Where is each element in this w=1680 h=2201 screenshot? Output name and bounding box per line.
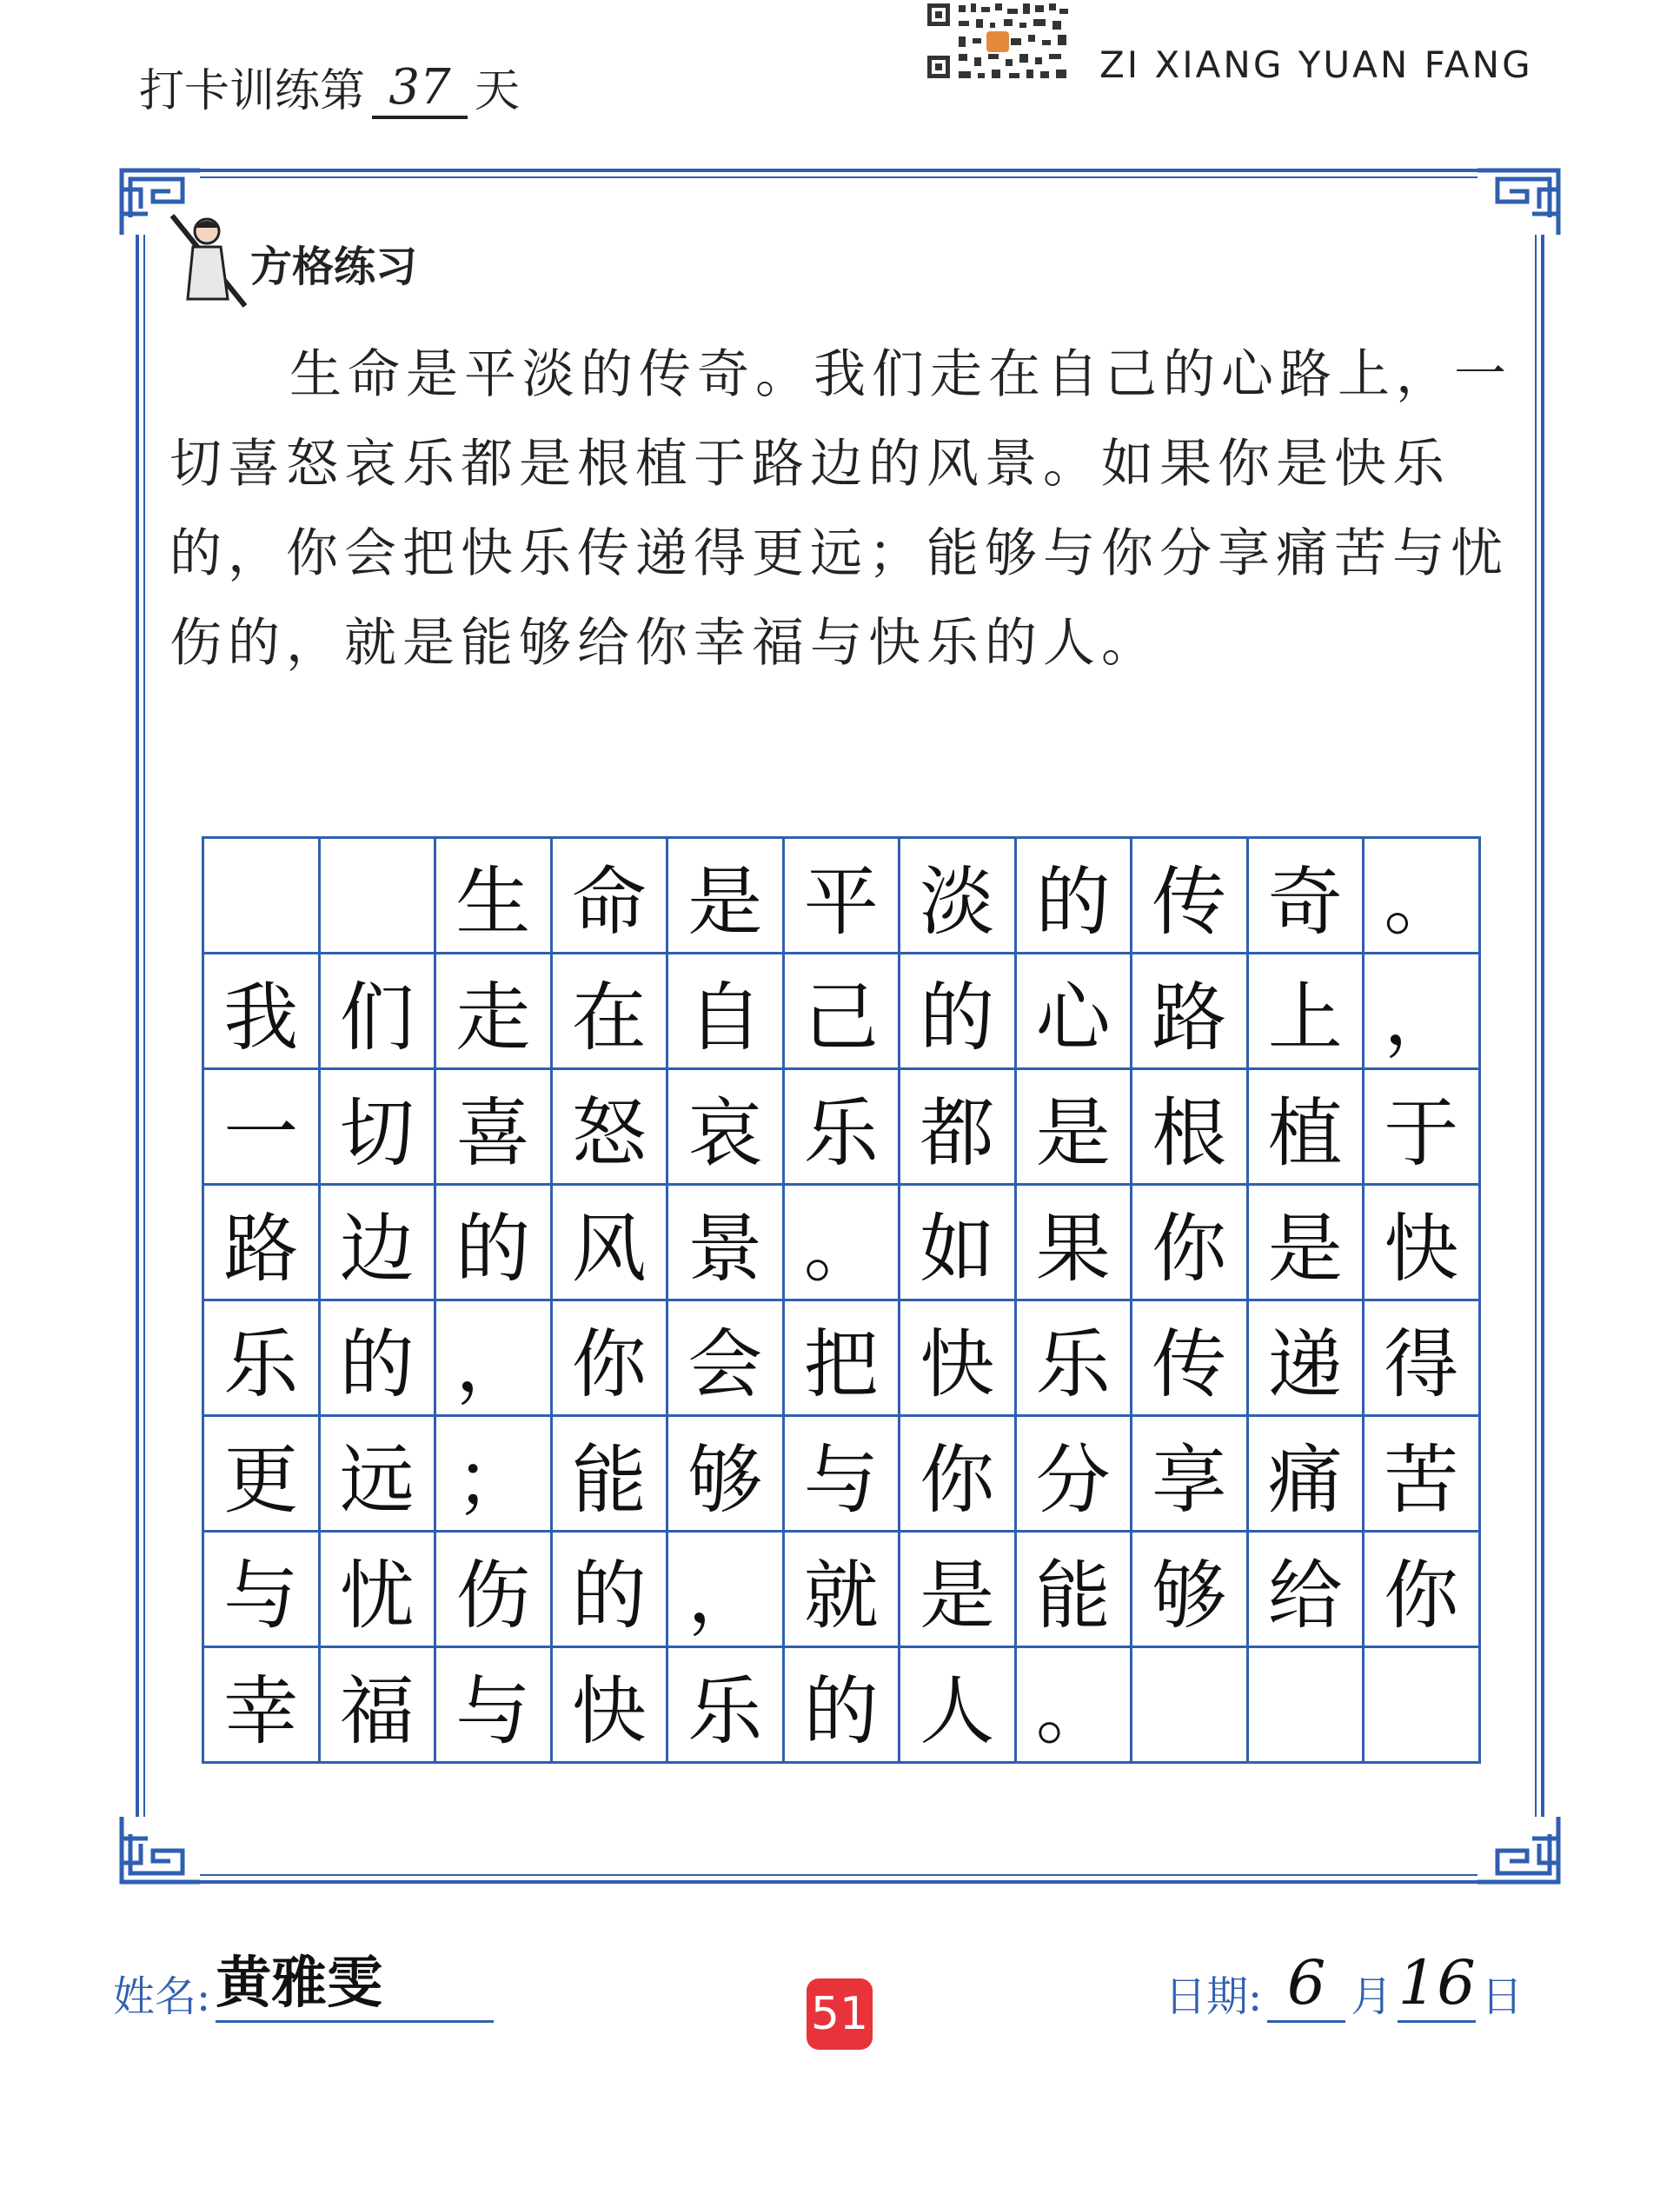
grid-cell [321, 839, 437, 954]
grid-cell: 是 [1017, 1070, 1133, 1186]
grid-cell: 怒 [553, 1070, 669, 1186]
grid-cell: 命 [553, 839, 669, 954]
grid-cell [1249, 1648, 1365, 1764]
grid-cell: 乐 [668, 1648, 785, 1764]
grid-cell: 喜 [436, 1070, 553, 1186]
grid-cell: 风 [553, 1186, 669, 1301]
grid-cell: 植 [1249, 1070, 1365, 1186]
grid-cell: 伤 [436, 1533, 553, 1648]
grid-cell: 快 [553, 1648, 669, 1764]
grid-cell: ， [436, 1301, 553, 1417]
model-passage [169, 330, 1517, 688]
grid-cell: 给 [1249, 1533, 1365, 1648]
grid-cell: 分 [1017, 1417, 1133, 1533]
grid-cell: 景 [668, 1186, 785, 1301]
month-unit: 月 [1351, 1972, 1393, 2021]
grid-cell [204, 839, 321, 954]
grid-cell: 上 [1249, 954, 1365, 1070]
day-prefix: 打卡训练第 [139, 65, 366, 117]
grid-cell: 路 [204, 1186, 321, 1301]
grid-cell: 自 [668, 954, 785, 1070]
grid-cell: 是 [668, 839, 785, 954]
date-field [1165, 1947, 1523, 2023]
grid-cell: 你 [900, 1417, 1017, 1533]
grid-cell: ； [436, 1417, 553, 1533]
grid-cell: 乐 [204, 1301, 321, 1417]
grid-cell: 哀 [668, 1070, 785, 1186]
scholar-character-icon [165, 209, 252, 313]
grid-cell: 与 [785, 1417, 901, 1533]
grid-cell: 是 [900, 1533, 1017, 1648]
grid-cell: ， [668, 1533, 785, 1648]
grid-cell: 走 [436, 954, 553, 1070]
name-field [113, 1938, 494, 2023]
grid-cell: 传 [1132, 1301, 1249, 1417]
grid-cell: 你 [1132, 1186, 1249, 1301]
grid-cell: 奇 [1249, 839, 1365, 954]
grid-cell: 如 [900, 1186, 1017, 1301]
grid-cell: 一 [204, 1070, 321, 1186]
grid-cell: 的 [321, 1301, 437, 1417]
grid-cell: 在 [553, 954, 669, 1070]
day-suffix: 天 [475, 65, 521, 117]
grid-cell: 果 [1017, 1186, 1133, 1301]
grid-cell: 就 [785, 1533, 901, 1648]
grid-cell: 心 [1017, 954, 1133, 1070]
grid-cell: 幸 [204, 1648, 321, 1764]
brand-english: ZI XIANG YUAN FANG [1099, 43, 1533, 86]
grid-cell: 切 [321, 1070, 437, 1186]
grid-cell: 福 [321, 1648, 437, 1764]
grid-cell: 快 [900, 1301, 1017, 1417]
grid-cell: 会 [668, 1301, 785, 1417]
grid-cell: 的 [1017, 839, 1133, 954]
name-label: 姓名: [113, 1972, 211, 2021]
date-label: 日期: [1165, 1972, 1263, 2021]
grid-cell: 都 [900, 1070, 1017, 1186]
grid-cell: 是 [1249, 1186, 1365, 1301]
grid-cell: 够 [1132, 1533, 1249, 1648]
grid-cell: 的 [900, 954, 1017, 1070]
grid-cell: 根 [1132, 1070, 1249, 1186]
grid-cell: 路 [1132, 954, 1249, 1070]
grid-cell: 。 [1017, 1648, 1133, 1764]
date-month: 6 [1267, 1947, 1345, 2023]
practice-grid [202, 836, 1481, 1764]
grid-cell: 得 [1365, 1301, 1481, 1417]
grid-cell: 。 [785, 1186, 901, 1301]
grid-cell: 己 [785, 954, 901, 1070]
grid-cell: 乐 [1017, 1301, 1133, 1417]
grid-cell: 苦 [1365, 1417, 1481, 1533]
grid-cell [1365, 1648, 1481, 1764]
grid-cell: 痛 [1249, 1417, 1365, 1533]
grid-cell: ， [1365, 954, 1481, 1070]
grid-cell: 与 [204, 1533, 321, 1648]
grid-cell: 快 [1365, 1186, 1481, 1301]
grid-cell: 的 [785, 1648, 901, 1764]
grid-cell: 远 [321, 1417, 437, 1533]
grid-cell: 平 [785, 839, 901, 954]
grid-cell [1132, 1648, 1249, 1764]
grid-cell: 淡 [900, 839, 1017, 954]
grid-cell: 边 [321, 1186, 437, 1301]
grid-cell: 把 [785, 1301, 901, 1417]
grid-cell: 于 [1365, 1070, 1481, 1186]
name-value: 黄雅雯 [216, 1938, 494, 2023]
passage-text: 生命是平淡的传奇。我们走在自己的心路上，一切喜怒哀乐都是根植于路边的风景。如果你是快乐的，你会把快乐传递得更远；能够与你分享痛苦与忧伤的，就是能够给你幸福与快乐的人。 [169, 344, 1512, 674]
grid-cell: 你 [553, 1301, 669, 1417]
grid-cell: 传 [1132, 839, 1249, 954]
grid-cell: 忧 [321, 1533, 437, 1648]
grid-cell: 更 [204, 1417, 321, 1533]
grid-cell: 们 [321, 954, 437, 1070]
section-title: 方格练习 [250, 243, 418, 291]
grid-cell: 的 [436, 1186, 553, 1301]
grid-cell: 能 [553, 1417, 669, 1533]
grid-cell: 够 [668, 1417, 785, 1533]
grid-cell: 人 [900, 1648, 1017, 1764]
grid-cell: 。 [1365, 839, 1481, 954]
grid-cell: 你 [1365, 1533, 1481, 1648]
grid-cell: 的 [553, 1533, 669, 1648]
grid-cell: 能 [1017, 1533, 1133, 1648]
grid-cell: 生 [436, 839, 553, 954]
date-day: 16 [1398, 1947, 1476, 2023]
day-unit: 日 [1481, 1972, 1524, 2021]
grid-cell: 享 [1132, 1417, 1249, 1533]
page-number-badge: 51 [807, 1978, 873, 2050]
day-number: 37 [372, 59, 468, 119]
grid-cell: 与 [436, 1648, 553, 1764]
grid-cell: 乐 [785, 1070, 901, 1186]
grid-cell: 我 [204, 954, 321, 1070]
grid-cell: 递 [1249, 1301, 1365, 1417]
